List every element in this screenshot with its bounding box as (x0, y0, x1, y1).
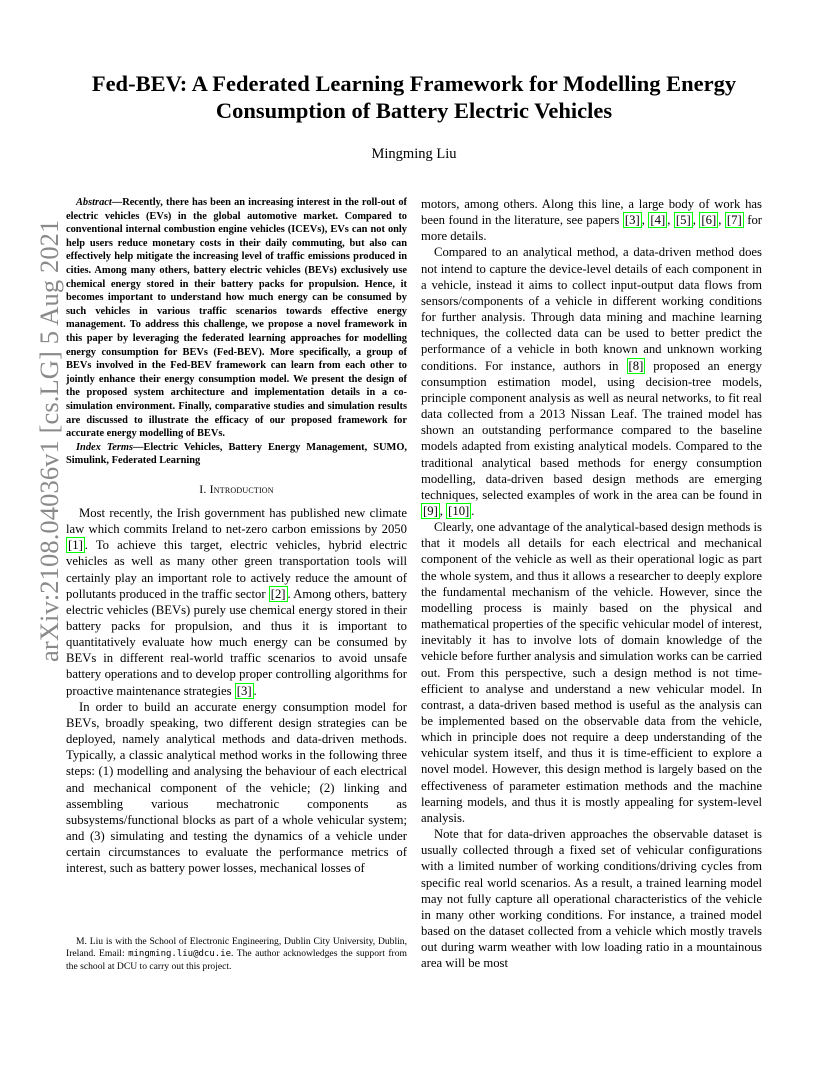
footnote-text: . The author acknowledges the support from the school at DCU to carry out this project. (66, 948, 407, 972)
index-terms-heading: Index Terms (76, 441, 134, 453)
paragraph-text: Compared to an analytical method, a data-driven method does not intend to capture the device-level details of each component in a vehicle, instead it aims to collect input-output data flows from sensors/components of a vehicle in different working conditions for further analysis. Through data mining and machine learning techniques, the collected data can be used to better predict the performance of a vehicle in both known and unknown working conditions. For instance, authors in (421, 245, 762, 373)
paragraph-text: proposed an energy consumption estimation model, using decision-tree models, principle component analysis as well as neural networks, to fit real data collected from a 2013 Nissan Leaf. The trained model has shown an outstanding performance compared to the baseline models adapted from existing analytical models. Compared to the traditional analytical based methods for energy consumption modelling, data-driven based design methods are emerging techniques, selected examples of work in the area can be found in (421, 358, 762, 502)
paragraph-text: motors, among others. Along this line, a large body of work has been found in the literature, see papers (421, 197, 762, 228)
section-heading-introduction: I. Introduction (199, 481, 274, 496)
paragraph-text: for more details. (421, 213, 763, 244)
left-column (66, 196, 407, 876)
abstract (66, 196, 407, 441)
author-footnote (66, 936, 407, 973)
citation-link[interactable]: [7] (726, 213, 742, 228)
paper-title (60, 70, 768, 124)
citation-link[interactable]: [5] (675, 213, 691, 228)
paper-title-line-1: Fed-BEV: A Federated Learning Framework for Modelling Energy (91, 71, 737, 96)
intro-paragraph-2-continued: motors, among others. Along this line, a large body of work has been found in the literature, see papers [3] , [4] , [5] , [6] , [7] for more details. (421, 197, 763, 244)
citation-link[interactable]: [10] (448, 503, 470, 518)
intro-paragraph-2: In order to build an accurate energy consumption model for BEVs, broadly speaking, two different design strategies can be deployed, namely analytical methods and data-driven methods. Typically, a classic analytical method works in the following three steps: (1) modelling and analysing the behaviour of each electrical and mechanical component of the vehicle; (2) linking and assembling various mechatronic components as subsystems/functional blocks as part of a whole vehicular system; and (3) simulating and testing the dynamics of a vehicle under certain circumstances to evaluate the performance metrics of interest, such as battery power losses, mechanical losses of (66, 699, 407, 876)
intro-paragraph-1 (66, 505, 407, 699)
right-column (421, 196, 762, 972)
citation-link[interactable]: [2] (270, 586, 286, 601)
footnote-text: M. Liu is with the School of Electronic Engineering, Dublin City University, Dublin, Ireland. Email: (66, 936, 407, 960)
citation-link[interactable]: [8] (628, 358, 644, 373)
paragraph-text: Most recently, the Irish government has published new climate law which commits Ireland to net-zero carbon emissions by 2050 (66, 505, 407, 537)
author-name: Mingming Liu (371, 146, 457, 162)
paragraph-text: . Among others, battery electric vehicles (BEVs) purely use chemical energy stored in their battery packs for propulsion, and thus it is important to quantitatively evaluate how much energy can be consumed by BEVs in different real-world traffic scenarios to avoid unsafe battery operations and to develop proper controlling algorithms for proactive maintenance strategies (66, 586, 407, 698)
citation-link[interactable]: [3] (236, 683, 252, 698)
email-address[interactable]: mingming.liu@dcu.ie (128, 949, 232, 960)
index-terms-text: —Electric Vehicles, Battery Energy Management, SUMO, Simulink, Federated Learning (66, 441, 407, 467)
citation-link[interactable]: [4] (650, 213, 666, 228)
citation-link[interactable]: [6] (701, 213, 717, 228)
intro-paragraph-3: Compared to an analytical method, a data-driven method does not intend to capture the device-level details of each component in a vehicle, instead it aims to collect input-output data flows from sensors/components of a vehicle in different working conditions for further analysis. Through data mining and machine learning techniques, the collected data can be used to better predict the performance of a vehicle in both known and unknown working conditions. For instance, authors in [8] proposed an energy consumption estimation model, using decision-tree models, principle component analysis as well as neural networks, to fit real data collected from a 2013 Nissan Leaf. The trained model has shown an outstanding performance compared to the baseline models adapted from existing analytical models. Compared to the traditional analytical based methods for energy consumption modelling, data-driven based design methods are emerging techniques, selected examples of work in the area can be found in [9] , [10] . (421, 245, 762, 518)
abstract-heading: Abstract (76, 197, 112, 208)
intro-paragraph-5: Note that for data-driven approaches the observable dataset is usually collected through a fixed set of vehicular configurations with a limited number of working conditions/driving cycles from specific real world scenarios. As a result, a trained learning model may not fully capture all operational characteristics of the vehicle in many other working conditions. For instance, a trained model based on the dataset collected from a vehicle which mostly travels out during warm weather with low loading ratio in a mountainous area will be most (421, 827, 762, 971)
paper-title-line-2: Consumption of Battery Electric Vehicles (215, 98, 613, 123)
arxiv-identifier-text: arXiv:2108.04036v1 [cs.LG] 5 Aug 2021 (34, 219, 64, 662)
index-terms (66, 441, 407, 468)
citation-link[interactable]: [1] (68, 538, 83, 553)
citation-link[interactable]: [9] (423, 503, 438, 518)
citation-link[interactable]: [3] (624, 213, 640, 228)
abstract-text: —Recently, there has been an increasing interest in the roll-out of electric vehicles (EVs) in the global automotive market. Compared to conventional internal combustion engine vehicles (ICEVs), EVs can not only help users reduce monetary costs in their daily commuting, but also can effectively help mitigate the increasing level of traffic emissions produced in cities. Among many others, battery electric vehicles (BEVs) exclusively use chemical energy stored in their battery packs for propulsion. Hence, it becomes important to understand how much energy can be consumed by such vehicles in various traffic scenarios towards effective energy management. To address this challenge, we propose a novel framework in this paper by leveraging the federated learning approaches for modelling energy consumption for BEVs (Fed-BEV). More specifically, a group of BEVs involved in the Fed-BEV framework can learn from each other to jointly enhance their energy consumption model. We present the design of the proposed system architecture and implementation details in a co-simulation environment. Finally, comparative studies and simulation results are discussed to illustrate the efficacy of our proposed framework for accurate energy modelling of BEVs. (66, 197, 407, 440)
paragraph-text: . (471, 503, 475, 518)
intro-paragraph-4: Clearly, one advantage of the analytical-based design methods is that it models all details for each electrical and mechanical component of the vehicle as well as their operational logic as part the whole system, and thus it allows a researcher to deeply explore the fundamental mechanism of the vehicle. However, since the modelling process is mainly based on the physical and mathematical properties of the specific vehicular model of interest, inevitably it has to involve lots of domain knowledge of the vehicle before further analysis and simulation works can be carried out. From this perspective, such a design method is not time-efficient to analyse and understand a new vehicular model. In contrast, a data-driven based method is useful as the analysis can be implemented based on the observable data from the vehicle, which in principle does not require a deep understanding of the vehicular system itself, and thus it is time-efficient to explore a novel model. However, this design method is largely based on the effectiveness of parameter estimation methods and the machine learning models, and thus it is mostly appealing for system-level analysis. (421, 520, 762, 825)
paragraph-text: . (253, 683, 257, 698)
paragraph-text: . To achieve this target, electric vehicles, hybrid electric vehicles as well as many other green transportation tools will certainly play an important role to actively reduce the amount of pollutants produced in the traffic sector (66, 538, 407, 601)
